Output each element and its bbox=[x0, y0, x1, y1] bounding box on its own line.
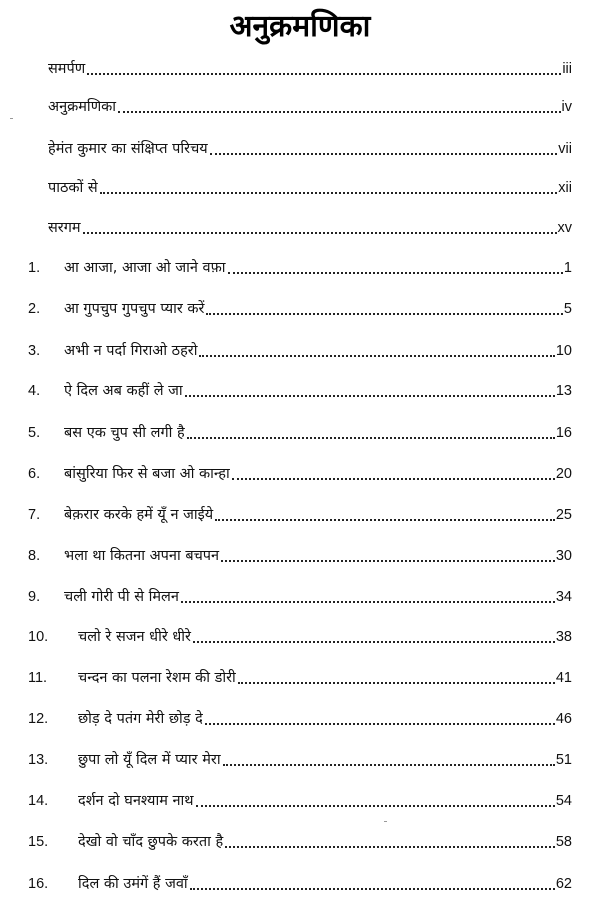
toc-entry-chapter-5 bbox=[28, 422, 572, 444]
toc-entry-page: xv bbox=[557, 220, 572, 236]
toc-entry-text: सरगम bbox=[48, 220, 81, 236]
toc-entry-page: 46 bbox=[555, 711, 572, 727]
toc-entry-page: 38 bbox=[555, 629, 572, 645]
toc-entry-text: बस एक चुप सी लगी है bbox=[64, 425, 185, 441]
toc-entry-chapter-15 bbox=[28, 831, 572, 853]
chapter-number: 15. bbox=[28, 834, 49, 850]
toc-entry-page: iii bbox=[562, 61, 572, 77]
toc-entry-chapter-16 bbox=[28, 873, 572, 895]
toc-entry-page: xii bbox=[558, 180, 572, 196]
dot-leader bbox=[228, 272, 563, 274]
toc-entry-text: चली गोरी पी से मिलन bbox=[64, 589, 179, 605]
chapter-number: 8. bbox=[28, 548, 41, 564]
dot-leader bbox=[190, 888, 555, 890]
toc-entry-text: हेमंत कुमार का संक्षिप्त परिचय bbox=[48, 141, 208, 157]
toc-entry-page: 51 bbox=[555, 752, 572, 768]
toc-entry-front-3 bbox=[48, 138, 572, 160]
dot-leader bbox=[221, 560, 555, 562]
chapter-number: 11. bbox=[28, 670, 48, 686]
toc-entry-text: बांसुरिया फिर से बजा ओ कान्हा bbox=[64, 466, 230, 482]
dot-leader bbox=[181, 601, 555, 603]
toc-entry-page: vii bbox=[558, 141, 572, 157]
toc-entry-page: 58 bbox=[555, 834, 572, 850]
toc-entry-text: ऐ दिल अब कहीं ले जा bbox=[64, 383, 183, 399]
toc-entry-page: 13 bbox=[555, 383, 572, 399]
toc-entry-text: भला था कितना अपना बचपन bbox=[64, 548, 220, 564]
chapter-number: 1. bbox=[28, 260, 41, 276]
dot-leader bbox=[238, 682, 555, 684]
chapter-number: 6. bbox=[28, 466, 41, 482]
toc-entry-chapter-2 bbox=[28, 298, 572, 320]
page-title: अनुक्रमणिका bbox=[229, 9, 371, 44]
toc-entry-chapter-6 bbox=[28, 463, 572, 485]
toc-entry-page: 20 bbox=[555, 466, 572, 482]
toc-entry-page: 62 bbox=[555, 876, 572, 892]
toc-entry-front-1 bbox=[48, 58, 572, 80]
toc-entry-page: 5 bbox=[563, 301, 572, 317]
dot-leader bbox=[187, 437, 555, 439]
toc-entry-text: छोड़ दे पतंग मेरी छोड़ दे bbox=[78, 711, 203, 727]
dot-leader bbox=[215, 519, 555, 521]
dot-leader bbox=[232, 478, 555, 480]
chapter-number: 7. bbox=[28, 507, 41, 523]
scan-speck bbox=[10, 118, 13, 119]
chapter-number: 4. bbox=[28, 383, 41, 399]
toc-entry-page: 1 bbox=[563, 260, 572, 276]
toc-entry-chapter-11 bbox=[28, 667, 572, 689]
dot-leader bbox=[87, 73, 561, 75]
chapter-number: 13. bbox=[28, 752, 49, 768]
dot-leader bbox=[225, 846, 555, 848]
toc-entry-page: 16 bbox=[555, 425, 572, 441]
toc-entry-page: 34 bbox=[555, 589, 572, 605]
toc-entry-text: देखो वो चाँद छुपके करता है bbox=[78, 834, 224, 850]
chapter-number: 10. bbox=[28, 629, 49, 645]
toc-entry-text: चलो रे सजन धीरे धीरे bbox=[78, 629, 191, 645]
toc-entry-chapter-9 bbox=[28, 586, 572, 608]
toc-entry-text: दर्शन दो घनश्याम नाथ bbox=[78, 793, 194, 809]
chapter-number: 3. bbox=[28, 343, 41, 359]
dot-leader bbox=[205, 723, 555, 725]
dot-leader bbox=[185, 395, 555, 397]
toc-entry-text: पाठकों से bbox=[48, 180, 98, 196]
toc-entry-chapter-7 bbox=[28, 504, 572, 526]
dot-leader bbox=[196, 805, 555, 807]
toc-entry-page: 10 bbox=[555, 343, 572, 359]
toc-entry-front-5 bbox=[48, 217, 572, 239]
toc-entry-chapter-3 bbox=[28, 340, 572, 362]
toc-entry-chapter-13 bbox=[28, 749, 572, 771]
dot-leader bbox=[210, 153, 558, 155]
toc-entry-page: 25 bbox=[555, 507, 572, 523]
toc-entry-page: 54 bbox=[555, 793, 572, 809]
dot-leader bbox=[206, 313, 562, 315]
toc-entry-text: छुपा लो यूँ दिल में प्यार मेरा bbox=[78, 752, 221, 768]
toc-entry-text: अनुक्रमणिका bbox=[48, 99, 117, 115]
toc-entry-page: 30 bbox=[555, 548, 572, 564]
dot-leader bbox=[193, 641, 555, 643]
toc-entry-page: 41 bbox=[555, 670, 572, 686]
dot-leader bbox=[223, 764, 555, 766]
chapter-number: 5. bbox=[28, 425, 41, 441]
toc-entry-chapter-12 bbox=[28, 708, 572, 730]
chapter-number: 16. bbox=[28, 876, 49, 892]
chapter-number: 12. bbox=[28, 711, 49, 727]
chapter-number: 14. bbox=[28, 793, 49, 809]
toc-entry-front-4 bbox=[48, 177, 572, 199]
toc-entry-chapter-10 bbox=[28, 626, 572, 648]
toc-entry-text: आ आजा, आजा ओ जाने वफ़ा bbox=[64, 260, 226, 276]
dot-leader bbox=[100, 192, 558, 194]
toc-entry-chapter-8 bbox=[28, 545, 572, 567]
toc-entry-text: आ गुपचुप गुपचुप प्यार करें bbox=[64, 301, 205, 317]
dot-leader bbox=[118, 111, 560, 113]
dot-leader bbox=[83, 232, 557, 234]
toc-entry-text: अभी न पर्दा गिराओ ठहरो bbox=[64, 343, 198, 359]
toc-entry-chapter-1 bbox=[28, 257, 572, 279]
toc-entry-front-2 bbox=[48, 96, 572, 118]
toc-entry-text: समर्पण bbox=[48, 61, 86, 77]
scan-speck bbox=[384, 821, 387, 822]
toc-entry-text: दिल की उमंगें हैं जवाँ bbox=[78, 876, 188, 892]
toc-entry-chapter-4 bbox=[28, 380, 572, 402]
chapter-number: 2. bbox=[28, 301, 41, 317]
toc-entry-text: बेक़रार करके हमें यूँ न जाईये bbox=[64, 507, 214, 523]
toc-entry-page: iv bbox=[561, 99, 572, 115]
toc-entry-text: चन्दन का पलना रेशम की डोरी bbox=[78, 670, 236, 686]
chapter-number: 9. bbox=[28, 589, 41, 605]
dot-leader bbox=[199, 355, 554, 357]
toc-entry-chapter-14 bbox=[28, 790, 572, 812]
